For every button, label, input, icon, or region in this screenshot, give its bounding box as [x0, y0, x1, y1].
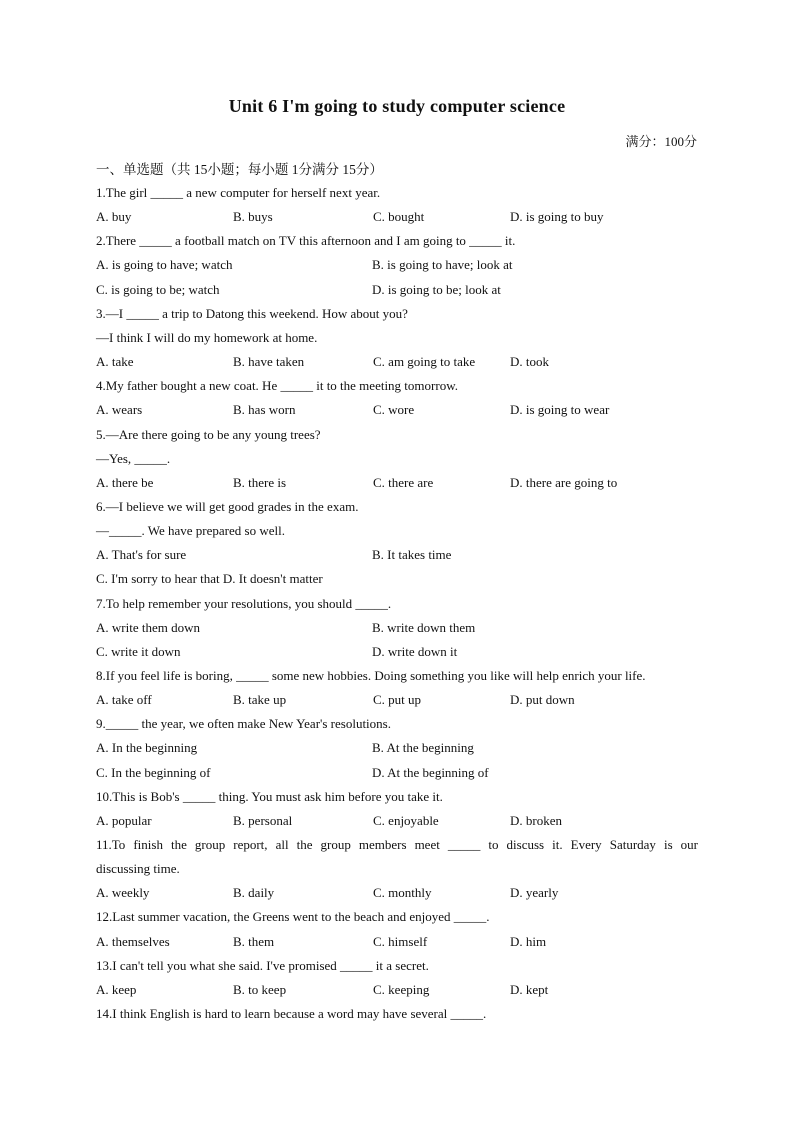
question-stem: 6.—I believe we will get good grades in the exam.	[96, 499, 359, 514]
question-stem: 8.If you feel life is boring, _____ some new hobbies. Doing something you like will help enrich your life.	[96, 668, 646, 683]
question-stem-continued: —Yes, _____.	[96, 451, 171, 466]
option-b[interactable]: B. them	[233, 934, 275, 949]
option-a[interactable]: A. wears	[96, 402, 143, 417]
option-d[interactable]: D. At the beginning of	[372, 765, 489, 780]
question-stem: 13.I can't tell you what she said. I've promised _____ it a secret.	[96, 958, 429, 973]
option-d[interactable]: D. is going to buy	[510, 209, 604, 224]
question-stem: 14.I think English is hard to learn because a word may have several _____.	[96, 1006, 487, 1021]
question-stem: 9._____ the year, we often make New Year's resolutions.	[96, 716, 391, 731]
option-d[interactable]: D. took	[510, 354, 549, 369]
option-d[interactable]: D. him	[510, 934, 547, 949]
option-c[interactable]: C. write it down	[96, 644, 181, 659]
option-a[interactable]: A. there be	[96, 475, 154, 490]
option-c[interactable]: C. himself	[373, 934, 428, 949]
option-d[interactable]: D. kept	[510, 982, 549, 997]
option-c[interactable]: C. put up	[373, 692, 422, 707]
option-b[interactable]: B. personal	[233, 813, 293, 828]
page-title: Unit 6 I'm going to study computer science	[228, 96, 566, 116]
question-stem: 7.To help remember your resolutions, you should _____.	[96, 596, 392, 611]
option-a[interactable]: A. take off	[96, 692, 152, 707]
option-a[interactable]: A. is going to have; watch	[96, 257, 233, 272]
question-stem: 12.Last summer vacation, the Greens went to the beach and enjoyed _____.	[96, 909, 490, 924]
question-stem: 11.To finish the group report, all the group members meet _____ to discuss it. Every Saturday is our	[96, 837, 698, 852]
option-a[interactable]: A. That's for sure	[96, 547, 187, 562]
score-label: 满分：100分	[625, 134, 697, 149]
option-c[interactable]: C. wore	[373, 402, 415, 417]
option-c[interactable]: C. enjoyable	[373, 813, 439, 828]
option-d[interactable]: D. is going to wear	[510, 402, 610, 417]
question-stem-continued: —I think I will do my homework at home.	[96, 330, 318, 345]
option-b[interactable]: B. have taken	[233, 354, 305, 369]
question-stem: 4.My father bought a new coat. He _____ it to the meeting tomorrow.	[96, 378, 458, 393]
option-a[interactable]: A. weekly	[96, 885, 150, 900]
option-c[interactable]: C. bought	[373, 209, 425, 224]
question-stem-continued: discussing time.	[96, 861, 180, 876]
option-b[interactable]: B. is going to have; look at	[372, 257, 513, 272]
option-c[interactable]: C. is going to be; watch	[96, 282, 220, 297]
question-stem: 5.—Are there going to be any young trees?	[96, 427, 321, 442]
option-c[interactable]: C. keeping	[373, 982, 430, 997]
option-a[interactable]: A. buy	[96, 209, 132, 224]
option-b[interactable]: B. It takes time	[372, 547, 452, 562]
option-c[interactable]: C. am going to take	[373, 354, 476, 369]
option-b[interactable]: B. write down them	[372, 620, 476, 635]
question-stem: 10.This is Bob's _____ thing. You must ask him before you take it.	[96, 789, 443, 804]
option-d[interactable]: D. yearly	[510, 885, 559, 900]
option-c[interactable]: C. monthly	[373, 885, 432, 900]
option-a[interactable]: A. write them down	[96, 620, 200, 635]
option-b[interactable]: B. buys	[233, 209, 273, 224]
option-a[interactable]: A. popular	[96, 813, 152, 828]
option-a[interactable]: A. In the beginning	[96, 740, 198, 755]
question-stem: 2.There _____ a football match on TV this afternoon and I am going to _____ it.	[96, 233, 516, 248]
question-stem-continued: —_____. We have prepared so well.	[96, 523, 285, 538]
option-d[interactable]: D. there are going to	[510, 475, 618, 490]
option-b[interactable]: B. there is	[233, 475, 287, 490]
question-stem: 3.—I _____ a trip to Datong this weekend. How about you?	[96, 306, 408, 321]
option-d[interactable]: D. is going to be; look at	[372, 282, 501, 297]
option-d[interactable]: D. put down	[510, 692, 575, 707]
option-d[interactable]: D. write down it	[372, 644, 458, 659]
option-b[interactable]: B. At the beginning	[372, 740, 474, 755]
option-c[interactable]: C. In the beginning of	[96, 765, 211, 780]
option-c[interactable]: C. there are	[373, 475, 434, 490]
option-c-d[interactable]: C. I'm sorry to hear that D. It doesn't matter	[96, 571, 323, 586]
option-b[interactable]: B. daily	[233, 885, 275, 900]
option-b[interactable]: B. take up	[233, 692, 287, 707]
section-heading: 一、单选题（共 15小题；每小题 1分满分 15分）	[96, 162, 383, 177]
option-a[interactable]: A. keep	[96, 982, 137, 997]
option-a[interactable]: A. take	[96, 354, 134, 369]
option-a[interactable]: A. themselves	[96, 934, 170, 949]
option-b[interactable]: B. to keep	[233, 982, 287, 997]
question-stem: 1.The girl _____ a new computer for herself next year.	[96, 185, 381, 200]
option-b[interactable]: B. has worn	[233, 402, 296, 417]
option-d[interactable]: D. broken	[510, 813, 562, 828]
